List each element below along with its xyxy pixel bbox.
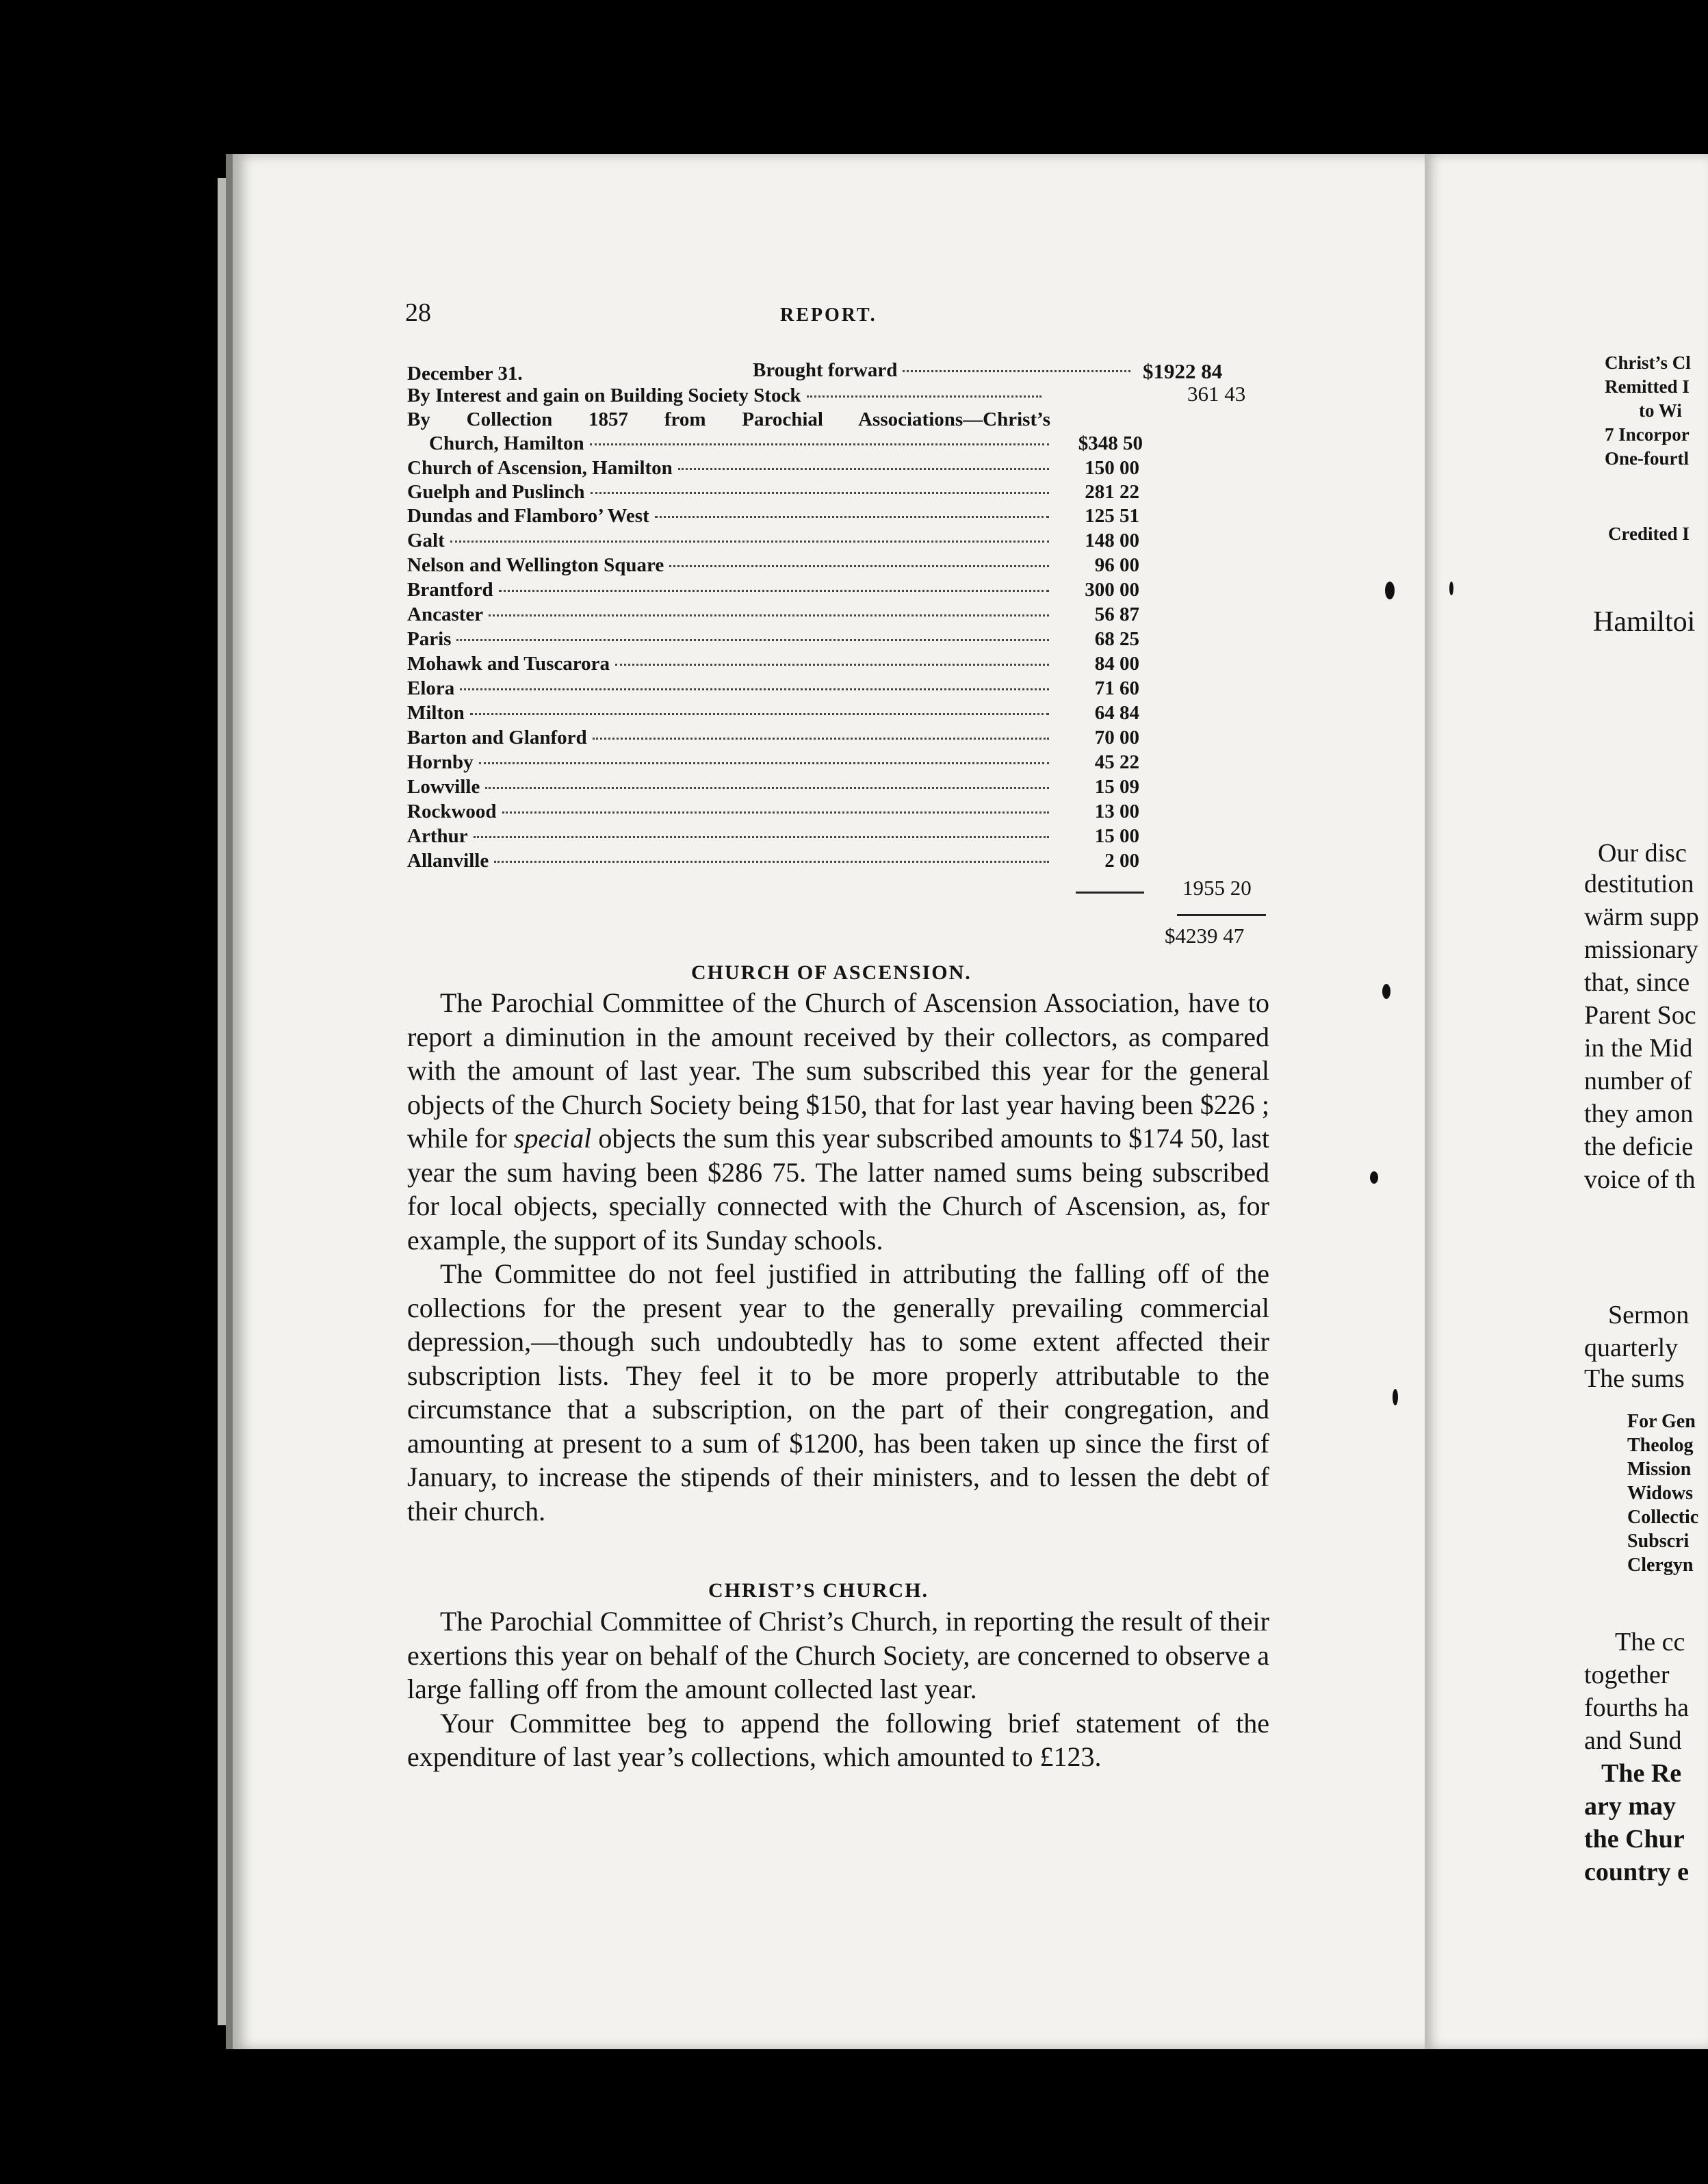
leader-dots	[489, 614, 1049, 616]
right-line: country e	[1584, 1858, 1690, 1886]
ledger-item-name: Church, Hamilton	[429, 432, 584, 454]
leader-dots	[502, 811, 1049, 814]
leader-dots	[456, 639, 1049, 641]
right-line: Collectic	[1627, 1507, 1699, 1528]
ledger-item-name: Rockwood	[407, 801, 497, 822]
right-line: The sums	[1584, 1364, 1685, 1393]
paragraph: Your Committee beg to append the following brief statement of the expenditure of last year’s collections, which amounted to £123.	[407, 1707, 1269, 1772]
ledger-row-christs-church	[407, 432, 1269, 457]
right-line: Hamiltoi	[1593, 606, 1696, 638]
ledger-row	[407, 505, 1269, 530]
brought-forward-label: Brought forward	[753, 359, 898, 381]
leader-dots	[460, 688, 1049, 690]
right-line: together	[1584, 1661, 1670, 1689]
ledger-row	[407, 825, 1269, 850]
ledger-item-amount: 281 22	[1085, 481, 1139, 503]
right-line: Clergyn	[1627, 1555, 1694, 1576]
right-line: Remitted I	[1605, 376, 1690, 397]
sum-rule	[1177, 914, 1266, 916]
leader-dots	[479, 762, 1049, 764]
ledger-item-name: Elora	[407, 677, 455, 699]
ledger-row	[407, 603, 1269, 628]
grand-total: $4239 47	[1165, 924, 1245, 948]
ledger-item-amount: 64 84	[1094, 702, 1139, 724]
ledger-item-name: Dundas and Flamboro’ West	[407, 505, 649, 527]
leader-dots	[669, 565, 1049, 567]
ledger-row	[407, 702, 1269, 727]
ledger-item-amount: 15 09	[1094, 776, 1139, 798]
ledger-item-amount: 68 25	[1094, 628, 1139, 650]
leader-dots	[485, 787, 1049, 789]
running-head: REPORT.	[780, 304, 877, 326]
right-line: Widows	[1627, 1483, 1693, 1504]
leader-dots	[591, 492, 1050, 494]
right-line: and Sund	[1584, 1726, 1682, 1755]
leader-dots	[655, 516, 1049, 518]
right-line: Our disc	[1598, 839, 1687, 868]
ink-speck	[1393, 1389, 1398, 1405]
ledger-item-name: Allanville	[407, 850, 489, 872]
right-line: Theolog	[1627, 1435, 1694, 1456]
account-date: December 31.	[407, 363, 523, 385]
ledger-item-name: Guelph and Puslinch	[407, 481, 585, 503]
ledger-item-name: Paris	[407, 628, 452, 650]
leader-dots	[615, 664, 1049, 666]
right-line: Credited I	[1608, 523, 1690, 544]
ledger-row	[407, 801, 1269, 825]
ledger-item-amount: 300 00	[1085, 579, 1139, 601]
ledger-row	[407, 727, 1269, 751]
right-line: they amon	[1584, 1100, 1694, 1128]
subtotal: 1955 20	[1182, 876, 1252, 900]
leader-dots	[470, 713, 1049, 715]
right-line: Christ’s Cl	[1605, 352, 1691, 373]
ledger-item-name: Milton	[407, 702, 465, 724]
ledger-item-amount: 13 00	[1094, 801, 1139, 822]
right-line: The cc	[1615, 1628, 1685, 1656]
right-line: For Gen	[1627, 1411, 1696, 1432]
paragraph: The Parochial Committee of Christ’s Church, in reporting the result of their exertions this year on behalf of the Church Society, are concerned to observe a large falling off from the amount collected last year.	[407, 1606, 1269, 1704]
ledger-row	[407, 457, 1269, 482]
ledger-row	[407, 776, 1269, 801]
section-heading: CHURCH OF ASCENSION.	[691, 961, 972, 984]
ledger-item-name: Mohawk and Tuscarora	[407, 653, 610, 675]
leader-dots	[903, 370, 1130, 372]
ink-speck	[1449, 582, 1453, 595]
christs-text	[407, 1604, 1269, 1774]
right-line: voice of th	[1584, 1165, 1696, 1194]
section-heading: CHRIST’S CHURCH.	[708, 1579, 929, 1602]
leader-dots	[807, 395, 1041, 398]
right-line: One-fourtl	[1605, 448, 1689, 469]
right-line: fourths ha	[1584, 1693, 1690, 1722]
ledger-item-amount: 150 00	[1085, 457, 1139, 479]
leader-dots	[474, 836, 1049, 838]
ledger-item-amount: 96 00	[1094, 554, 1139, 576]
interest-row	[407, 385, 1047, 407]
right-line: that, since	[1584, 968, 1690, 997]
ledger-item-amount: 45 22	[1094, 751, 1139, 773]
ledger-item-amount: $348 50	[1078, 432, 1143, 454]
paragraph-text: objects the sum this year subscribed amounts to $174 50, last year the sum having been $286 75. The latter named sums being subscribed for local objects, specially connected with the Church of Ascension, as, for example, the support of its Sunday schools.	[407, 1123, 1270, 1256]
right-line: number of	[1584, 1067, 1692, 1095]
right-line: wärm supp	[1584, 902, 1699, 931]
right-line: missionary	[1584, 935, 1698, 964]
leader-dots	[593, 738, 1049, 740]
right-line: Sermon	[1608, 1301, 1690, 1329]
ledger-row	[407, 530, 1269, 554]
leader-dots	[450, 541, 1049, 543]
ink-speck	[1385, 582, 1395, 599]
leader-dots	[494, 861, 1049, 863]
ledger-row	[407, 677, 1269, 702]
leader-dots	[590, 443, 1049, 445]
interest-amount: 361 43	[1187, 382, 1246, 406]
collection-line-1: By Collection 1857 from Parochial Associations—Christ’s	[407, 408, 1050, 430]
right-line: ary may	[1584, 1792, 1677, 1821]
sum-rule	[1076, 892, 1144, 894]
ledger-item-name: Church of Ascension, Hamilton	[407, 457, 673, 479]
ascension-text	[407, 986, 1269, 1528]
right-line: Subscri	[1627, 1531, 1690, 1552]
paragraph	[407, 986, 1269, 1257]
ledger-row	[407, 653, 1269, 677]
right-line: Mission	[1627, 1459, 1692, 1480]
ledger-row	[407, 751, 1269, 776]
right-line: the Chur	[1584, 1825, 1685, 1854]
right-line: 7 Incorpor	[1605, 424, 1690, 445]
right-line: destitution	[1584, 870, 1694, 898]
ledger-item-amount: 15 00	[1094, 825, 1139, 847]
ledger-row	[407, 628, 1269, 653]
ledger-item-name: Barton and Glanford	[407, 727, 587, 749]
ledger-item-name: Hornby	[407, 751, 474, 773]
right-line: quarterly	[1584, 1334, 1679, 1362]
right-line: Parent Soc	[1584, 1001, 1696, 1030]
ledger-item-amount: 70 00	[1094, 727, 1139, 749]
right-line: to Wi	[1639, 400, 1682, 421]
right-line: The Re	[1601, 1759, 1682, 1788]
ledger-item-amount: 56 87	[1094, 603, 1139, 625]
ledger-row	[407, 481, 1269, 506]
ledger-item-name: Ancaster	[407, 603, 484, 625]
paragraph: The Committee do not feel justified in attributing the falling off of the collections for the present year to the generally prevailing commercial depression,—though such undoubtedly has to some extent affected their subscription lists. They feel it to be more properly attributable to the circumstance that a subscription, on the part of their congregation, and amounting at present to a sum of $1200, has been taken up since the first of January, to increase the stipends of their ministers, and to lessen the debt of their church.	[407, 1258, 1269, 1526]
right-line: in the Mid	[1584, 1034, 1693, 1063]
ledger-item-name: Galt	[407, 530, 445, 551]
ledger-item-amount: 84 00	[1094, 653, 1139, 675]
ink-speck	[1382, 984, 1390, 999]
ledger-row	[407, 850, 1269, 874]
paragraph-text: The Parochial Committee of the Church of Ascension Association, have to report a diminution in the amount received by their collectors, as compared with the amount of last year. The sum subscribed this year for the general objects of the Church Society being $150, that for last year having been $226 ; while for	[407, 987, 1269, 1154]
ledger-row	[407, 579, 1269, 603]
ledger-item-amount: 2 00	[1104, 850, 1139, 872]
brought-forward-amount: $1922 84	[1143, 359, 1223, 383]
interest-label: By Interest and gain on Building Society Stock	[407, 385, 801, 406]
ledger-item-name: Nelson and Wellington Square	[407, 554, 664, 576]
ledger-item-name: Lowville	[407, 776, 480, 798]
leader-dots	[678, 468, 1049, 470]
ledger-row	[407, 554, 1269, 579]
page-number: 28	[405, 298, 431, 327]
ledger-item-amount: 71 60	[1094, 677, 1139, 699]
ledger-item-name: Arthur	[407, 825, 468, 847]
ledger-item-name: Brantford	[407, 579, 493, 601]
ledger-item-amount: 125 51	[1085, 505, 1139, 527]
leader-dots	[499, 590, 1049, 592]
ledger-item-amount: 148 00	[1085, 530, 1139, 551]
italic-word: special	[513, 1123, 592, 1154]
brought-forward-row	[753, 359, 1136, 382]
right-line: the deficie	[1584, 1132, 1694, 1161]
ink-speck	[1370, 1171, 1378, 1184]
